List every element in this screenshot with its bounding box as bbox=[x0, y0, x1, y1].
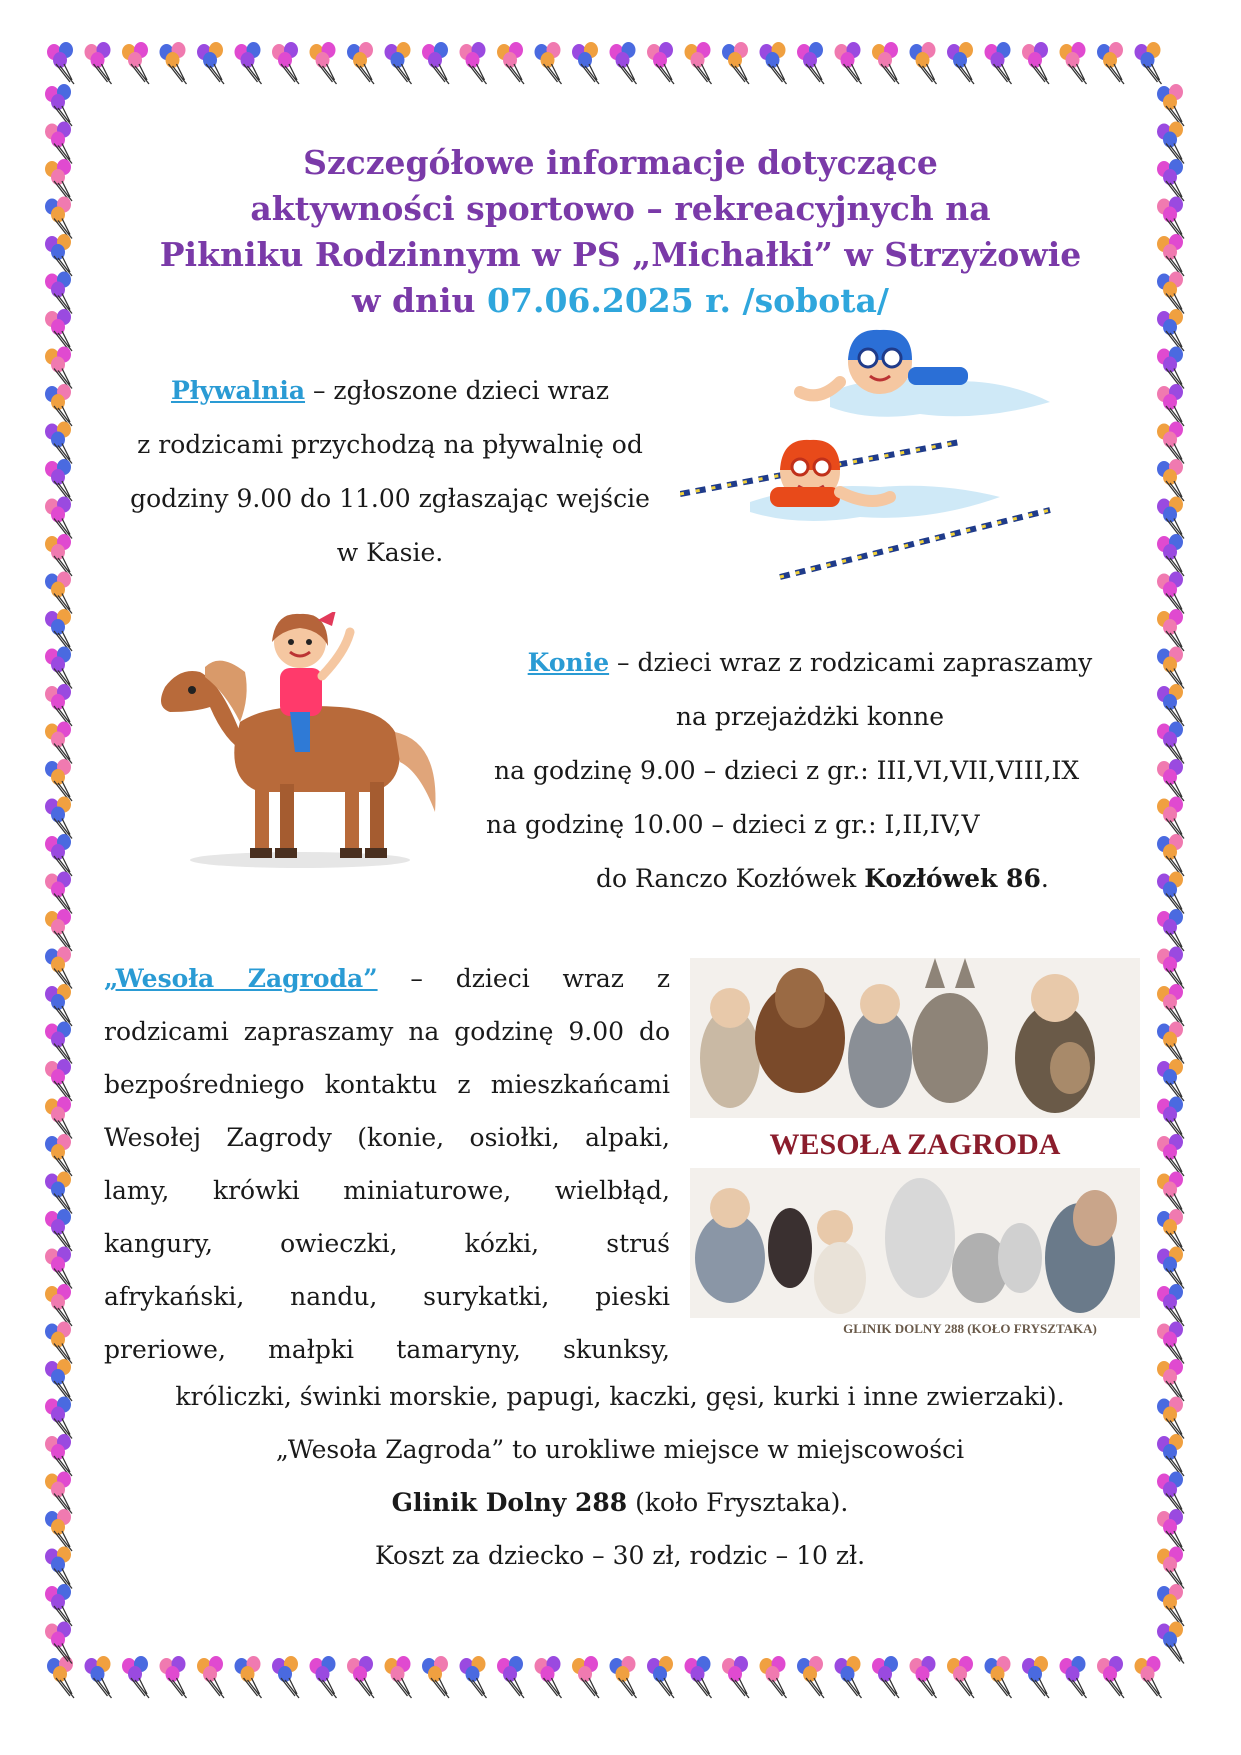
balloon-icon bbox=[197, 42, 224, 84]
balloon-icon bbox=[45, 272, 72, 314]
balloon-icon bbox=[1157, 309, 1184, 351]
balloon-icon bbox=[910, 1656, 937, 1698]
farm-animals-photo bbox=[690, 958, 1140, 1340]
farm-line-9: króliczki, świnki morskie, papugi, kaczki, gęsi, kurki i inne zwierzaki). bbox=[175, 1382, 1065, 1411]
balloon-icon bbox=[647, 1656, 674, 1698]
balloon-icon bbox=[310, 42, 337, 84]
balloon-icon bbox=[610, 1656, 637, 1698]
farm-line-10: „Wesoła Zagroda” to urokliwe miejsce w miejscowości bbox=[275, 1435, 965, 1464]
balloon-icon bbox=[1157, 1434, 1184, 1476]
title-line-1: Szczegółowe informacje dotyczące bbox=[303, 143, 938, 182]
balloon-icon bbox=[45, 909, 72, 951]
balloon-icon bbox=[797, 1656, 824, 1698]
balloon-icon bbox=[45, 1397, 72, 1439]
balloon-icon bbox=[610, 42, 637, 84]
balloon-icon bbox=[1157, 947, 1184, 989]
swimming-line-1: – zgłoszone dzieci wraz bbox=[305, 376, 609, 405]
balloon-icon bbox=[45, 722, 72, 764]
swimming-line-2: z rodzicami przychodzą na pływalnię od bbox=[137, 430, 643, 459]
page-title bbox=[100, 140, 1141, 324]
farm-line-6: kangury, owieczki, kózki, struś bbox=[104, 1229, 670, 1258]
balloon-icon bbox=[385, 42, 412, 84]
title-line-2: aktywności sportowo – rekreacyjnych na bbox=[250, 189, 991, 228]
balloon-icon bbox=[422, 42, 449, 84]
balloon-icon bbox=[272, 1656, 299, 1698]
balloon-icon bbox=[45, 797, 72, 839]
balloon-icon bbox=[1135, 1656, 1162, 1698]
balloon-icon bbox=[45, 1584, 72, 1626]
balloon-icon bbox=[1157, 1134, 1184, 1176]
farm-line-11: (koło Frysztaka). bbox=[627, 1488, 849, 1517]
balloon-icon bbox=[45, 647, 72, 689]
balloon-icon bbox=[122, 1656, 149, 1698]
swimming-heading: Pływalnia bbox=[170, 376, 306, 405]
balloon-icon bbox=[45, 834, 72, 876]
balloon-icon bbox=[45, 1547, 72, 1589]
horses-line-1: – dzieci wraz z rodzicami zapraszamy bbox=[609, 648, 1093, 677]
balloon-icon bbox=[1022, 1656, 1049, 1698]
balloon-icon bbox=[1157, 834, 1184, 876]
balloon-icon bbox=[1157, 384, 1184, 426]
balloon-icon bbox=[1157, 1097, 1184, 1139]
balloon-icon bbox=[1097, 42, 1124, 84]
balloon-icon bbox=[45, 1134, 72, 1176]
balloon-icon bbox=[460, 1656, 487, 1698]
balloon-icon bbox=[1157, 984, 1184, 1026]
balloon-icon bbox=[1157, 572, 1184, 614]
balloon-icon bbox=[45, 1284, 72, 1326]
balloon-icon bbox=[497, 1656, 524, 1698]
balloon-icon bbox=[460, 42, 487, 84]
balloon-icon bbox=[45, 122, 72, 164]
balloon-icon bbox=[45, 422, 72, 464]
balloon-icon bbox=[1157, 422, 1184, 464]
farm-line-1: – dzieci wraz z bbox=[377, 964, 670, 993]
swimmers-illustration bbox=[680, 322, 1060, 592]
balloon-icon bbox=[497, 42, 524, 84]
farm-line-7: afrykański, nandu, surykatki, pieski bbox=[104, 1282, 670, 1311]
balloon-icon bbox=[45, 347, 72, 389]
balloon-icon bbox=[722, 42, 749, 84]
balloon-icon bbox=[45, 947, 72, 989]
horses-line-4: na godzinę 10.00 – dzieci z gr.: I,II,IV,V bbox=[486, 810, 980, 839]
title-line-3: Pikniku Rodzinnym w PS „Michałki” w Strzyżowie bbox=[159, 235, 1082, 274]
farm-section-continued bbox=[100, 1370, 1140, 1582]
balloon-icon bbox=[1157, 1584, 1184, 1626]
balloon-icon bbox=[85, 42, 112, 84]
farm-line-5: lamy, krówki miniaturowe, wielbłąd, bbox=[104, 1176, 670, 1205]
balloon-icon bbox=[1157, 647, 1184, 689]
balloon-icon bbox=[535, 42, 562, 84]
farm-collage bbox=[690, 958, 1140, 1340]
farm-line-3: bezpośredniego kontaktu z mieszkańcami bbox=[104, 1070, 670, 1099]
balloon-icon bbox=[1157, 1509, 1184, 1551]
balloon-icon bbox=[722, 1656, 749, 1698]
balloon-icon bbox=[1157, 234, 1184, 276]
horses-line-2: na przejażdżki konne bbox=[675, 702, 945, 731]
balloon-icon bbox=[1157, 1209, 1184, 1251]
farm-line-8: preriowe, małpki tamaryny, skunksy, bbox=[104, 1335, 670, 1364]
balloon-icon bbox=[760, 1656, 787, 1698]
balloon-icon bbox=[1157, 1359, 1184, 1401]
balloon-icon bbox=[45, 1209, 72, 1251]
swimming-line-4: w Kasie. bbox=[336, 538, 444, 567]
swimming-line-3: godziny 9.00 do 11.00 zgłaszając wejście bbox=[130, 484, 650, 513]
balloon-icon bbox=[797, 42, 824, 84]
swimming-section bbox=[110, 364, 670, 580]
balloon-icon bbox=[647, 42, 674, 84]
farm-heading: „Wesoła Zagroda” bbox=[104, 964, 378, 993]
balloon-icon bbox=[835, 1656, 862, 1698]
balloon-icon bbox=[1060, 1656, 1087, 1698]
farm-image-title: WESOŁA ZAGRODA bbox=[769, 1128, 1061, 1161]
horses-line-3: na godzinę 9.00 – dzieci z gr.: III,VI,VII,VIII,IX bbox=[494, 756, 1080, 785]
balloon-icon bbox=[45, 1172, 72, 1214]
balloon-icon bbox=[1157, 347, 1184, 389]
balloon-icon bbox=[1157, 1622, 1184, 1664]
balloon-icon bbox=[197, 1656, 224, 1698]
farm-address: Glinik Dolny 288 bbox=[391, 1488, 628, 1517]
balloon-icon bbox=[45, 1509, 72, 1551]
balloon-icon bbox=[45, 534, 72, 576]
horses-section bbox=[480, 636, 1160, 906]
balloon-icon bbox=[45, 1247, 72, 1289]
balloon-icon bbox=[310, 1656, 337, 1698]
balloon-icon bbox=[45, 872, 72, 914]
balloon-icon bbox=[45, 1322, 72, 1364]
balloon-icon bbox=[45, 759, 72, 801]
balloon-icon bbox=[45, 309, 72, 351]
balloon-icon bbox=[272, 42, 299, 84]
balloon-icon bbox=[985, 42, 1012, 84]
balloon-icon bbox=[1060, 42, 1087, 84]
balloon-icon bbox=[947, 42, 974, 84]
farm-price: Koszt za dziecko – 30 zł, rodzic – 10 zł. bbox=[374, 1541, 866, 1570]
farm-image-caption: GLINIK DOLNY 288 (KOŁO FRYSZTAKA) bbox=[843, 1321, 1097, 1336]
farm-line-2: rodzicami zapraszamy na godzinę 9.00 do bbox=[104, 1017, 670, 1046]
horses-address: Kozłówek 86 bbox=[864, 864, 1041, 893]
balloon-icon bbox=[572, 1656, 599, 1698]
balloon-icon bbox=[685, 42, 712, 84]
balloon-icon bbox=[760, 42, 787, 84]
balloon-icon bbox=[45, 1434, 72, 1476]
title-date-prefix: w dniu bbox=[352, 281, 488, 320]
balloon-icon bbox=[45, 684, 72, 726]
balloon-icon bbox=[1157, 122, 1184, 164]
farm-line-4: Wesołej Zagrody (konie, osiołki, alpaki, bbox=[104, 1123, 670, 1152]
balloon-icon bbox=[1157, 1059, 1184, 1101]
horses-heading: Konie bbox=[527, 648, 610, 677]
balloon-icon bbox=[45, 497, 72, 539]
balloon-icon bbox=[45, 384, 72, 426]
balloon-icon bbox=[45, 197, 72, 239]
balloon-icon bbox=[1157, 497, 1184, 539]
balloon-icon bbox=[45, 234, 72, 276]
balloon-icon bbox=[122, 42, 149, 84]
balloon-icon bbox=[1157, 909, 1184, 951]
balloon-icon bbox=[1157, 759, 1184, 801]
balloon-icon bbox=[1157, 272, 1184, 314]
balloon-icon bbox=[1097, 1656, 1124, 1698]
balloon-icon bbox=[160, 42, 187, 84]
balloon-icon bbox=[45, 1059, 72, 1101]
balloon-icon bbox=[85, 1656, 112, 1698]
balloon-icon bbox=[1157, 159, 1184, 201]
balloon-icon bbox=[1157, 1322, 1184, 1364]
balloon-icon bbox=[47, 42, 74, 84]
balloon-icon bbox=[47, 1656, 74, 1698]
balloon-icon bbox=[1157, 84, 1184, 126]
balloon-icon bbox=[685, 1656, 712, 1698]
title-line-4 bbox=[100, 278, 1141, 324]
balloon-icon bbox=[1157, 534, 1184, 576]
balloon-icon bbox=[1157, 197, 1184, 239]
balloon-icon bbox=[985, 1656, 1012, 1698]
balloon-icon bbox=[872, 1656, 899, 1698]
balloon-icon bbox=[1157, 609, 1184, 651]
horses-line-5-suffix: . bbox=[1040, 864, 1049, 893]
horse-rider-illustration bbox=[150, 612, 470, 882]
balloon-icon bbox=[1157, 1022, 1184, 1064]
farm-section bbox=[104, 952, 670, 1376]
balloon-icon bbox=[1135, 42, 1162, 84]
balloon-icon bbox=[422, 1656, 449, 1698]
balloon-icon bbox=[1157, 1284, 1184, 1326]
balloon-icon bbox=[872, 42, 899, 84]
balloon-icon bbox=[45, 609, 72, 651]
balloon-icon bbox=[910, 42, 937, 84]
balloon-icon bbox=[1157, 872, 1184, 914]
balloon-icon bbox=[347, 42, 374, 84]
balloon-icon bbox=[235, 1656, 262, 1698]
balloon-icon bbox=[1157, 722, 1184, 764]
balloon-icon bbox=[45, 1022, 72, 1064]
horses-line-5: do Ranczo Kozłówek bbox=[596, 864, 865, 893]
balloon-icon bbox=[45, 84, 72, 126]
balloon-icon bbox=[1157, 1397, 1184, 1439]
balloon-icon bbox=[572, 42, 599, 84]
balloon-icon bbox=[1157, 1247, 1184, 1289]
balloon-icon bbox=[385, 1656, 412, 1698]
balloon-icon bbox=[1157, 1472, 1184, 1514]
balloon-icon bbox=[1157, 797, 1184, 839]
balloon-icon bbox=[1157, 1172, 1184, 1214]
balloon-icon bbox=[45, 572, 72, 614]
balloon-icon bbox=[45, 1359, 72, 1401]
balloon-icon bbox=[947, 1656, 974, 1698]
balloon-icon bbox=[45, 1097, 72, 1139]
balloon-icon bbox=[1157, 459, 1184, 501]
balloon-icon bbox=[1157, 1547, 1184, 1589]
balloon-icon bbox=[45, 459, 72, 501]
balloon-icon bbox=[160, 1656, 187, 1698]
balloon-icon bbox=[1022, 42, 1049, 84]
balloon-icon bbox=[1157, 684, 1184, 726]
balloon-icon bbox=[235, 42, 262, 84]
balloon-icon bbox=[45, 159, 72, 201]
title-date: 07.06.2025 r. /sobota/ bbox=[487, 281, 889, 320]
balloon-icon bbox=[45, 984, 72, 1026]
balloon-icon bbox=[45, 1472, 72, 1514]
balloon-icon bbox=[835, 42, 862, 84]
balloon-icon bbox=[535, 1656, 562, 1698]
balloon-icon bbox=[347, 1656, 374, 1698]
